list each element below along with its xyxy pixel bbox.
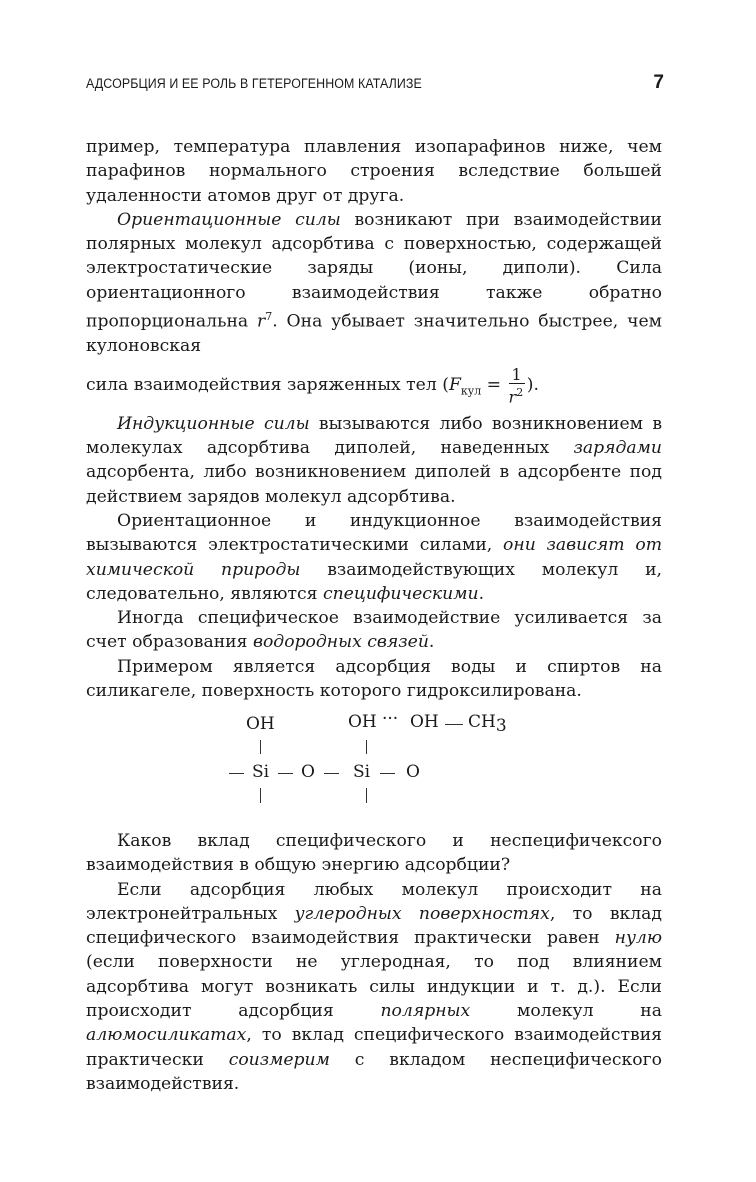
paragraph-6: Примером является адсорбция воды и спиртов на силикагеле, поверхность которого гидроксилирована. <box>86 656 662 701</box>
o-label-2: O <box>406 762 420 782</box>
bond-si1-down <box>260 788 261 803</box>
oh-label-1: OH <box>246 714 275 734</box>
silanol-structure-diagram <box>220 700 540 810</box>
paragraph-2: Ориентационные силы возникают при взаимодействии полярных молекул адсорбтива с поверхностью, содержащей электростатические заряды (ионы, диполи). Сила ориентационного взаимодействия также обратно пропорциональна $r^7$. Она убывает значительно быстрее, чем кулоновская <box>86 209 662 357</box>
paragraph-3: Индукционные силы вызываются либо возникновением в молекулах адсорбтива диполей, наведенных зарядами адсорбента, либо возникновением диполей в адсорбенте под действием зарядов молекул адсорбтива. <box>86 413 662 507</box>
o-label-1: O <box>301 762 315 782</box>
text-block-bottom <box>86 829 662 1096</box>
term-orientational: Ориентационные силы <box>117 209 341 230</box>
bond-o-si2 <box>324 773 339 774</box>
term-induction: Индукционные силы <box>117 413 310 434</box>
bond-si1-o <box>278 773 293 774</box>
page-number: 7 <box>653 72 664 93</box>
coulomb-formula-line: сила взаимодействия заряженных тел ($F_{кул}$ = $\frac{1}{r^2}$ ). <box>86 365 539 407</box>
running-title: АДСОРБЦИЯ И ЕЕ РОЛЬ В ГЕТЕРОГЕННОМ КАТАЛИЗЕ <box>86 76 422 91</box>
bond-oh-ch3 <box>445 724 463 725</box>
oh-label-2: OH <box>348 712 377 732</box>
hydrogen-bond-dots: ··· <box>382 709 399 729</box>
bond-si2-o <box>380 773 395 774</box>
paragraph-1: пример, температура плавления изопарафинов ниже, чем парафинов нормального строения вследствие большей удаленности атомов друг от друга. <box>86 137 662 206</box>
paragraph-5: Иногда специфическое взаимодействие усиливается за счет образования водородных связей. <box>86 608 662 653</box>
paragraph-7: Каков вклад специфического и неспецифичексого взаимодействия в общую энергию адсорбции? <box>86 831 662 876</box>
bond-left <box>229 773 244 774</box>
si-label-1: Si <box>252 762 270 782</box>
bond-si2-down <box>366 788 367 803</box>
text-block-top <box>86 135 662 703</box>
bond-si1-oh <box>260 740 261 754</box>
bond-si2-oh <box>366 740 367 754</box>
oh-label-3: OH <box>410 712 439 732</box>
formula-F: F <box>448 375 461 396</box>
paragraph-4: Ориентационное и индукционное взаимодействия вызываются электростатическими силами, они зависят от химической природы взаимодействующих молекул и, следовательно, являются специфическими. <box>86 510 662 604</box>
paragraph-8: Если адсорбция любых молекул происходит на электронейтральных углеродных поверхностях, то вклад специфического взаимодействия практически равен нулю (если поверхности не углеродная, то под влиянием адсорбтива могут возникать силы индукции и т. д.). Если происходит адсорбция полярных молекул на алюмосиликатах, то вклад специфического взаимодействия практически соизмерим с вкладом неспецифического взаимодействия. <box>86 879 662 1094</box>
page-header <box>86 72 664 96</box>
ch3-label: $CH_3$ <box>468 712 507 736</box>
fraction: $\frac{1}{r^2}$ <box>508 365 524 407</box>
si-label-2: Si <box>353 762 371 782</box>
